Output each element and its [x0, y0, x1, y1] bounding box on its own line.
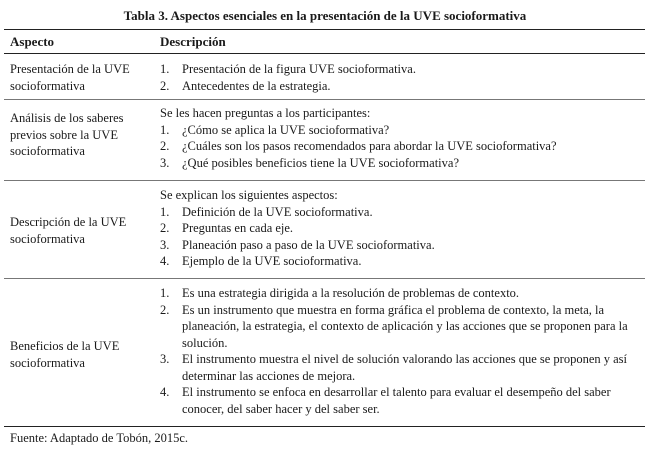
list-item: [160, 302, 640, 352]
row-3-intro: Se explican los siguientes aspectos:: [160, 188, 338, 202]
item-number: 3.: [160, 352, 170, 366]
list-item: [160, 237, 640, 254]
item-text: Definición de la UVE socioformativa.: [182, 204, 373, 219]
row-1-list: [160, 61, 640, 94]
item-text: Antecedentes de la estrategia.: [182, 78, 331, 93]
table-title: Tabla 3. Aspectos esenciales en la presentación de la UVE socioformativa: [123, 8, 527, 23]
item-text: ¿Cómo se aplica la UVE socioformativa?: [182, 122, 390, 137]
list-item: [160, 285, 640, 302]
list-item: [160, 122, 640, 139]
source-note: Fuente: Adaptado de Tobón, 2015c.: [10, 431, 189, 445]
row-4-description: [160, 285, 640, 417]
row-3-list: [160, 204, 640, 270]
row-2-list: [160, 122, 640, 172]
list-item: [160, 220, 640, 237]
item-number: 4.: [160, 254, 170, 268]
item-number: 2.: [160, 221, 170, 235]
item-text: Planeación paso a paso de la UVE socioformativa.: [182, 237, 435, 252]
item-text: Presentación de la figura UVE socioformativa.: [182, 62, 416, 76]
item-text: Preguntas en cada eje.: [182, 221, 294, 235]
list-item: [160, 253, 640, 270]
item-text: ¿Qué posibles beneficios tiene la UVE socioformativa?: [182, 155, 459, 170]
top-rule: [4, 29, 645, 30]
row-3-aspect: Descripción de la UVE socioformativa: [10, 215, 127, 246]
item-number: 4.: [160, 385, 170, 399]
list-item: [160, 138, 640, 155]
list-item: [160, 78, 640, 95]
row-2-aspect: Análisis de los saberes previos sobre la UVE socioformativa: [10, 111, 124, 158]
row-4-list: [160, 285, 640, 417]
list-item: [160, 61, 640, 78]
item-number: 3.: [160, 237, 170, 252]
header-aspect: Aspecto: [10, 34, 55, 49]
item-number: 1.: [160, 122, 170, 137]
list-item: [160, 384, 640, 417]
row-4-aspect: Beneficios de la UVE socioformativa: [10, 339, 120, 370]
item-number: 2.: [160, 139, 170, 153]
row-2-description: [160, 105, 640, 171]
header-rule: [4, 53, 645, 54]
item-number: 1.: [160, 286, 170, 300]
item-number: 1.: [160, 62, 170, 76]
row-divider: [4, 99, 645, 100]
item-number: 3.: [160, 155, 170, 170]
item-text: ¿Cuáles son los pasos recomendados para abordar la UVE socioformativa?: [182, 139, 557, 153]
row-2-intro: Se les hacen preguntas a los participantes:: [160, 106, 371, 120]
list-item: [160, 351, 640, 384]
row-divider: [4, 278, 645, 279]
item-number: 2.: [160, 78, 170, 93]
header-description: Descripción: [160, 34, 226, 49]
item-number: 1.: [160, 204, 170, 219]
row-3-description: [160, 187, 640, 270]
list-item: [160, 204, 640, 221]
item-number: 2.: [160, 302, 170, 317]
item-text: Es un instrumento que muestra en forma gráfica el problema de contexto, la meta, la planeación, la estrategia, el contexto de aplicación y las acciones que se proponen para la solución.: [182, 302, 628, 350]
row-1-description: [160, 61, 640, 94]
item-text: El instrumento se enfoca en desarrollar el talento para evaluar el desempeño del saber conocer, del saber hacer y del saber ser.: [182, 385, 611, 416]
item-text: El instrumento muestra el nivel de solución valorando las acciones que se proponen y así determinar las acciones de mejora.: [182, 352, 628, 383]
row-divider: [4, 180, 645, 181]
row-1-aspect: Presentación de la UVE socioformativa: [10, 62, 130, 93]
item-text: Es una estrategia dirigida a la resolución de problemas de contexto.: [182, 286, 520, 300]
bottom-rule: [4, 426, 645, 427]
list-item: [160, 155, 640, 172]
item-text: Ejemplo de la UVE socioformativa.: [182, 254, 362, 268]
